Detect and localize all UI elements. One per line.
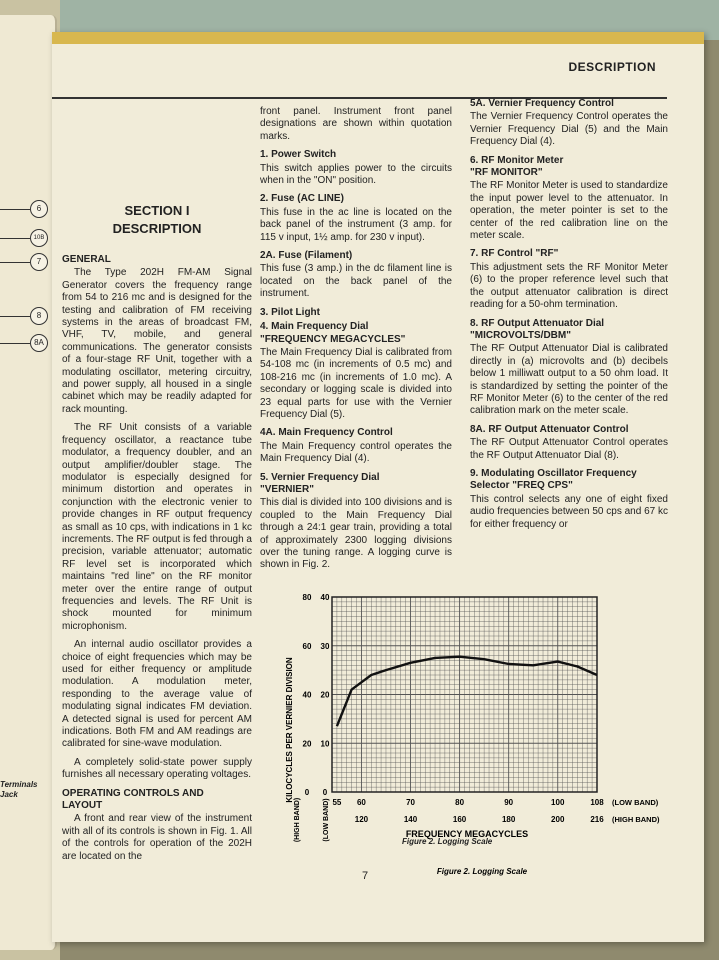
figure-caption: Figure 2. Logging Scale <box>436 867 528 876</box>
section-number: SECTION I <box>124 203 190 218</box>
chart-grid <box>332 597 597 792</box>
chart-marks <box>303 593 605 824</box>
heading-line-2: LAYOUT <box>62 800 103 812</box>
item-heading: 4A. Main Frequency Control <box>260 427 393 439</box>
callout-10b: 10B <box>30 229 48 247</box>
y-axis-label: KILOCYCLES PER VERNIER DIVISION <box>285 657 294 803</box>
page-header: DESCRIPTION <box>568 60 656 74</box>
item-text: This control selects any one of eight fixed audio frequencies between 50 cps and 67 kc for either frequency or <box>470 493 668 530</box>
page-top-edge <box>52 32 704 44</box>
x-tick-label-high-band: 140 <box>403 815 418 824</box>
item-heading: 3. Pilot Light <box>260 306 320 318</box>
callout-7: 7 <box>30 253 48 271</box>
leader-line <box>0 209 30 210</box>
x-tick-label-high-band: 120 <box>354 815 369 824</box>
terminals-label <box>0 780 38 800</box>
heading-line-2: "FREQUENCY MEGACYCLES" <box>260 333 406 345</box>
paragraph: The Type 202H FM-AM Signal Generator covers the frequency range from 54 to 216 mc and is designed for the testing and calibration of FM receiving systems in the areas of broadcast FM, VHF, TV, mobile, and general communications. The generator consists of a four-stage RF Unit, together with a modulating oscillator, metering circuitry, and power supply, all housed in a single cabinet which may be readily adapted for rack mounting. <box>62 267 252 415</box>
heading-line-1: 8. RF Output Attenuator Dial <box>470 317 605 329</box>
y-tick-label-low-band: 40 <box>320 593 330 602</box>
y-tick-label-low-band: 20 <box>320 690 330 700</box>
paragraph: front panel. Instrument front panel designations are shown within quotation marks. <box>260 106 452 142</box>
x-tick-label-low-band: 60 <box>356 798 366 807</box>
figure-caption-text: Figure 2. Logging Scale <box>402 837 493 846</box>
x-tick-label-low-band: 70 <box>406 798 415 807</box>
x-tick-label-low-band: 55 <box>332 798 342 807</box>
callout-6: 6 <box>30 200 48 218</box>
x-tick-label-high-band: 200 <box>551 815 565 824</box>
section-title: DESCRIPTION <box>112 221 202 236</box>
heading-line-1: 5. Vernier Frequency Dial <box>260 471 380 483</box>
page-number: 7 <box>362 870 369 882</box>
paragraph: A completely solid-state power supply furnishes all necessary operating voltages. <box>62 756 252 781</box>
item-text: This switch applies power to the circuits when in the "ON" position. <box>260 162 452 187</box>
y-axis-high-band-label: (HIGH BAND) <box>294 797 301 843</box>
document-page <box>52 32 704 942</box>
item-heading: 2. Fuse (AC LINE) <box>260 193 344 205</box>
item-heading: 5A. Vernier Frequency Control <box>470 98 614 109</box>
y-tick-label-high-band: 0 <box>304 788 310 797</box>
jack-text: Jack <box>0 790 18 799</box>
leader-line <box>0 238 30 239</box>
x-tick-label-high-band: 160 <box>452 815 467 824</box>
item-text: This fuse (3 amp.) in the dc filament line is located on the back panel of the instrument. <box>260 263 452 300</box>
item-text: The RF Monitor Meter is used to standardize the input power level to the attenuator. In operation, the meter pointer is set to the center of the red calibration line on the meter scale. <box>470 180 668 242</box>
item-heading <box>470 155 668 180</box>
callout-8a: 8A <box>30 334 48 352</box>
x-tick-label-low-band: 100 <box>551 798 565 807</box>
item-heading <box>260 472 452 497</box>
item-text: This fuse in the ac line is located on the back panel of the instrument (3 amp. for 115 v input, 1½ amp. for 230 v input). <box>260 206 452 243</box>
heading-line-1: OPERATING CONTROLS AND <box>62 787 204 799</box>
y-tick-label-low-band: 0 <box>322 788 328 797</box>
heading-line-2: "VERNIER" <box>260 483 314 495</box>
heading-line-1: 4. Main Frequency Dial <box>260 321 369 333</box>
item-heading <box>470 468 668 493</box>
item-text: This dial is divided into 100 divisions and is coupled to the Main Frequency Dial through a 24:1 gear train, providing a total of approximately 2300 logging divisions over the tuning range. A logging curve is shown in Fig. 2. <box>260 497 452 571</box>
item-text: The RF Output Attenuator Dial is calibrated directly in (a) microvolts and (b) decibels below 1 milliwatt output to a 50 ohm load. It is standardized by setting the pointer of the RF Monitor Meter (6) to the center of the red calibration mark on the meter scale. <box>470 343 668 417</box>
heading-line-1: 9. Modulating Oscillator Frequency <box>470 467 637 479</box>
y-tick-label-high-band: 60 <box>302 641 312 651</box>
item-heading: 7. RF Control "RF" <box>470 248 559 260</box>
item-heading <box>260 321 452 346</box>
y-tick-label-high-band: 20 <box>302 739 312 749</box>
x-tick-label-low-band: 80 <box>455 798 465 807</box>
item-text: The Main Frequency control operates the Main Frequency Dial (4). <box>260 440 452 465</box>
column-1 <box>62 202 252 869</box>
operating-controls-heading <box>62 788 252 813</box>
heading-line-2: Selector "FREQ CPS" <box>470 480 573 492</box>
item-text: The Main Frequency Dial is calibrated from 54-108 mc (in increments of 0.5 mc) and 108-216 mc (in increments of 1.0 mc). A secondary or logging scale is divided into 23 equal parts for use with the Vernier Frequency Dial (5). <box>260 346 452 420</box>
y-tick-label-high-band: 80 <box>302 593 312 602</box>
x-tick-label-low-band: 108 <box>590 798 604 807</box>
section-heading <box>62 202 252 238</box>
column-2 <box>260 106 452 578</box>
heading-line-1: 6. RF Monitor Meter <box>470 154 564 166</box>
item-text: This adjustment sets the RF Monitor Meter (6) to the proper reference level such that the output attenuator calibration is direct reading for a 50-ohm termination. <box>470 261 668 311</box>
leader-line <box>0 262 30 263</box>
item-heading <box>470 318 668 343</box>
y-tick-label-high-band: 40 <box>302 690 312 700</box>
heading-line-2: "RF MONITOR" <box>470 167 543 179</box>
leader-line <box>0 316 30 317</box>
x-axis-high-band-label: (HIGH BAND) <box>612 815 660 824</box>
y-tick-label-low-band: 10 <box>320 739 330 749</box>
leader-line <box>0 343 30 344</box>
item-heading: 8A. RF Output Attenuator Control <box>470 423 629 435</box>
y-axis-low-band-label: (LOW BAND) <box>323 798 330 842</box>
paragraph: The RF Unit consists of a variable frequency oscillator, a reactance tube modulator, a frequency doubler, and an output amplifier/doubler stage. The modulator is especially designed for minimum distortion and operates in conjunction with the electronic venier to provide changes in RF output frequency as small as 10 cps, with indications in 1 kc increments. The RF output is fed through a precision, variable attenuator; automatic RF level set is incorporated which maintains "red line" on the RF monitor meter over the entire range of output frequencies and levels. The RF Unit is shock mounted for minimum microphonism. <box>62 422 252 632</box>
item-heading: 2A. Fuse (Filament) <box>260 250 353 262</box>
x-axis-low-band-label: (LOW BAND) <box>612 798 659 807</box>
x-axis-label: FREQUENCY MEGACYCLES <box>405 829 529 839</box>
logging-scale-chart <box>252 562 672 876</box>
terminals-text: Terminals <box>0 780 38 789</box>
item-heading: 1. Power Switch <box>260 149 337 161</box>
item-text: The RF Output Attenuator Control operates the RF Output Attenuator Dial (8). <box>470 437 668 461</box>
x-tick-label-high-band: 180 <box>501 815 516 824</box>
general-heading: GENERAL <box>62 254 111 265</box>
paragraph: An internal audio oscillator provides a choice of eight frequencies which may be used for either frequency or amplitude modulation. A modulation meter, responding to the average value of modulating signal indicates FM deviation. A detected signal is used for percent AM indications. Both FM and AM readings are calibrated for sine-wave modulation. <box>62 639 252 750</box>
heading-line-2: "MICROVOLTS/DBM" <box>470 329 571 341</box>
x-tick-label-low-band: 90 <box>504 798 514 807</box>
column-3 <box>470 96 668 537</box>
item-text: The Vernier Frequency Control operates the Vernier Frequency Dial (5) and the Main Frequency Dial (4). <box>470 111 668 148</box>
x-tick-label-high-band: 216 <box>590 815 604 824</box>
paragraph: A front and rear view of the instrument with all of its controls is shown in Fig. 1. All of the controls for operation of the 202H are located on the <box>62 813 252 862</box>
callout-8: 8 <box>30 307 48 325</box>
y-tick-label-low-band: 30 <box>320 641 330 651</box>
left-facing-page <box>0 15 57 950</box>
